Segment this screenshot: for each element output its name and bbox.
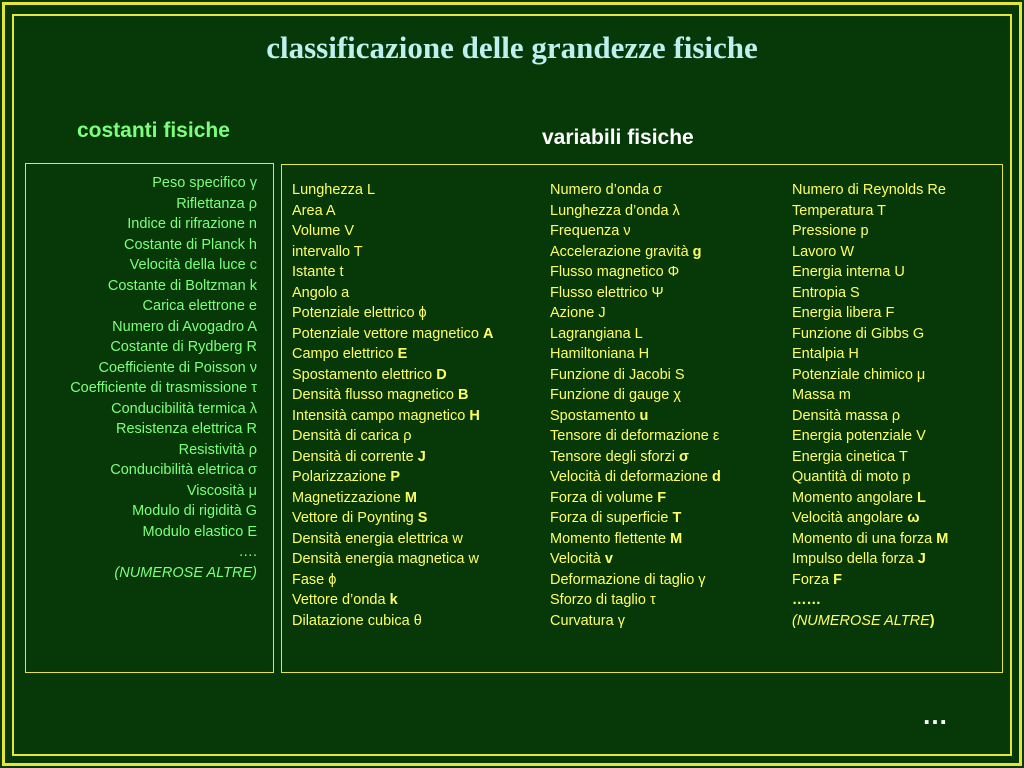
variable-item <box>550 385 721 406</box>
variable-item <box>792 488 948 509</box>
constant-item: Riflettanza ρ <box>176 195 257 212</box>
variable-symbol: σ <box>678 448 689 465</box>
constant-item: Numero di Avogadro A <box>112 318 257 335</box>
variable-item <box>550 324 721 345</box>
variable-item <box>292 590 494 611</box>
variable-label: Energia cinetica T <box>792 448 908 465</box>
slide-title: classificazione delle grandezze fisiche <box>266 30 758 65</box>
variable-item <box>550 426 721 447</box>
variable-item <box>792 242 948 263</box>
variable-item <box>550 488 721 509</box>
variable-item <box>792 180 948 201</box>
variable-symbol: …… <box>792 592 821 608</box>
variable-label: Vettore d’onda <box>292 592 390 608</box>
variable-item <box>792 570 948 591</box>
variable-label: (NUMEROSE ALTRE <box>792 612 930 629</box>
variables-box <box>281 164 1003 673</box>
variable-label: Temperatura T <box>792 202 887 219</box>
variable-label: Velocità <box>550 551 605 567</box>
variable-item <box>292 344 494 365</box>
variable-label: Dilatazione cubica θ <box>292 612 422 629</box>
variable-item <box>292 406 494 427</box>
variable-label: Forza di superficie <box>550 510 673 526</box>
variable-item <box>292 385 494 406</box>
variable-label: Momento di una forza <box>792 530 937 547</box>
constant-item: Coefficiente di Poisson ν <box>98 359 257 376</box>
variable-item <box>292 447 494 468</box>
variable-label: Impulso della forza <box>792 551 918 567</box>
variable-item <box>550 467 721 488</box>
variable-label: Densità energia elettrica w <box>292 530 463 547</box>
variable-item <box>292 242 494 263</box>
variable-label: Potenziale vettore magnetico <box>292 325 484 342</box>
variable-label: Funzione di Jacobi S <box>550 366 685 383</box>
variable-item <box>292 549 494 570</box>
variable-item <box>550 201 721 222</box>
variable-item <box>292 303 494 324</box>
variable-item <box>792 447 948 468</box>
variable-symbol: M <box>404 489 417 506</box>
variable-label: Densità flusso magnetico <box>292 387 459 403</box>
variable-symbol: A <box>483 325 494 342</box>
variable-item <box>792 262 948 283</box>
variable-item <box>550 262 721 283</box>
constant-item: Carica elettrone e <box>142 298 257 314</box>
variable-item <box>292 201 494 222</box>
variable-item <box>550 611 721 632</box>
variable-label: Funzione di gauge χ <box>550 387 681 403</box>
variable-item <box>792 549 948 570</box>
variable-item <box>792 221 948 242</box>
variables-column-2 <box>550 180 721 631</box>
variable-label: Spostamento elettrico <box>292 366 437 383</box>
variable-item <box>792 590 948 611</box>
variable-label: Quantità di moto p <box>792 469 911 485</box>
variable-item <box>550 303 721 324</box>
variable-symbol: F <box>657 489 667 506</box>
variable-symbol: L <box>916 489 926 506</box>
variable-label: Forza di volume <box>550 489 658 506</box>
variable-label: Entropia S <box>792 284 860 301</box>
variable-symbol: E <box>397 346 408 362</box>
variable-item <box>292 283 494 304</box>
variable-item <box>292 365 494 386</box>
variable-label: Momento flettente <box>550 530 671 547</box>
variable-label: Accelerazione gravità <box>550 243 693 260</box>
constants-heading: costanti fisiche <box>77 119 230 142</box>
variable-symbol: g <box>692 243 702 260</box>
constant-item: Modulo elastico E <box>142 523 257 540</box>
variable-item <box>292 488 494 509</box>
constant-item: Resistività ρ <box>178 441 257 458</box>
variable-label: Tensore di deformazione ε <box>550 428 720 444</box>
constant-item: Viscosità μ <box>186 482 257 499</box>
constant-item: Costante di Boltzman k <box>107 277 257 294</box>
constant-item: Coefficiente di trasmissione τ <box>70 380 257 396</box>
constant-item: Conducibilità termica λ <box>111 400 257 417</box>
variable-label: Velocità di deformazione <box>550 469 713 485</box>
variable-label: Intensità campo magnetico <box>292 407 470 424</box>
variable-item <box>292 508 494 529</box>
continue-ellipsis: … <box>922 700 948 730</box>
variable-label: Polarizzazione <box>292 469 391 485</box>
variable-label: Potenziale chimico μ <box>792 366 926 383</box>
variable-item <box>550 529 721 550</box>
variable-label: Campo elettrico <box>292 346 398 362</box>
variable-item <box>792 283 948 304</box>
variables-column-1 <box>292 180 494 631</box>
variable-symbol: F <box>833 571 842 588</box>
variable-label: Flusso elettrico Ψ <box>550 284 664 301</box>
variable-symbol: ) <box>929 612 935 629</box>
constant-item: Costante di Rydberg R <box>110 339 257 355</box>
variable-item <box>792 344 948 365</box>
variable-label: Deformazione di taglio γ <box>550 571 706 588</box>
variable-label: Azione J <box>550 305 606 321</box>
variable-item <box>550 590 721 611</box>
variable-label: Angolo a <box>292 284 350 301</box>
constants-list <box>70 173 257 583</box>
variable-label: Magnetizzazione <box>292 489 405 506</box>
variable-item <box>550 180 721 201</box>
variable-item <box>550 242 721 263</box>
variable-symbol: P <box>390 469 400 485</box>
variable-label: Funzione di Gibbs G <box>792 325 925 342</box>
variable-symbol: k <box>389 592 398 608</box>
variable-label: Volume V <box>292 223 355 239</box>
variable-label: Energia interna U <box>792 264 905 280</box>
variable-symbol: d <box>712 469 721 485</box>
variable-label: Velocità angolare <box>792 510 908 526</box>
variable-item <box>550 221 721 242</box>
variable-item <box>292 262 494 283</box>
variable-symbol: S <box>417 510 428 526</box>
variable-label: Fase ϕ <box>292 571 337 588</box>
variable-item <box>792 611 948 632</box>
variable-item <box>792 324 948 345</box>
constant-item: Resistenza elettrica R <box>115 421 257 437</box>
constant-item: Velocità della luce c <box>129 257 257 273</box>
variable-item <box>792 385 948 406</box>
variable-label: Lavoro W <box>792 243 855 260</box>
variable-label: Flusso magnetico Φ <box>550 264 680 280</box>
variable-item <box>292 467 494 488</box>
constant-item: Conducibilità eletrica σ <box>110 462 257 478</box>
variable-item <box>292 221 494 242</box>
variable-label: Densità massa ρ <box>792 407 901 424</box>
variable-symbol: M <box>936 530 949 547</box>
variable-item <box>550 549 721 570</box>
variable-item <box>292 611 494 632</box>
variable-item <box>550 283 721 304</box>
constants-box <box>25 163 274 673</box>
variables-column-3 <box>792 180 948 631</box>
variable-item <box>550 570 721 591</box>
variable-item <box>292 180 494 201</box>
constant-item: Modulo di rigidità G <box>132 503 257 519</box>
variable-symbol: v <box>604 551 613 567</box>
variable-symbol: u <box>639 407 649 424</box>
variable-item <box>292 324 494 345</box>
variable-symbol: B <box>458 387 469 403</box>
variable-label: Massa m <box>792 387 851 403</box>
constant-item: Costante di Planck h <box>124 236 257 253</box>
variable-label: Densità energia magnetica w <box>292 551 479 567</box>
variable-symbol: J <box>417 448 426 465</box>
variable-item <box>292 529 494 550</box>
variable-item <box>550 508 721 529</box>
variable-item <box>292 426 494 447</box>
variable-label: Lagrangiana L <box>550 325 643 342</box>
variable-item <box>792 406 948 427</box>
constant-item: Indice di rifrazione n <box>127 216 257 232</box>
variable-label: Forza <box>792 571 834 588</box>
variable-symbol: T <box>672 510 682 526</box>
variable-label: Vettore di Poynting <box>292 510 418 526</box>
variable-label: Numero d’onda σ <box>550 182 663 198</box>
variable-symbol: D <box>436 366 447 383</box>
variable-label: Entalpia H <box>792 346 859 362</box>
variable-label: Tensore degli sforzi <box>550 448 679 465</box>
variable-label: Energia potenziale V <box>792 428 926 444</box>
variable-symbol: J <box>917 551 926 567</box>
variable-label: intervallo T <box>292 243 363 260</box>
variable-label: Potenziale elettrico ϕ <box>292 305 427 321</box>
variable-label: Istante t <box>292 264 344 280</box>
variable-label: Curvatura γ <box>550 612 625 629</box>
variable-label: Momento angolare <box>792 489 917 506</box>
variable-label: Pressione p <box>792 223 869 239</box>
variable-label: Lunghezza d’onda λ <box>550 202 680 219</box>
variable-label: Hamiltoniana H <box>550 346 650 362</box>
variable-label: Densità di corrente <box>292 448 418 465</box>
variable-item <box>292 570 494 591</box>
variable-item <box>550 365 721 386</box>
variable-item <box>792 201 948 222</box>
variables-heading: variabili fisiche <box>542 126 694 149</box>
variable-label: Lunghezza L <box>292 182 376 198</box>
variable-label: Spostamento <box>550 407 640 424</box>
variable-item <box>792 467 948 488</box>
variable-item <box>792 303 948 324</box>
variable-symbol: ω <box>907 510 920 526</box>
variable-label: Sforzo di taglio τ <box>550 592 656 608</box>
constant-item: Peso specifico γ <box>152 175 257 191</box>
variable-item <box>550 344 721 365</box>
variable-label: Energia libera F <box>792 305 895 321</box>
variable-label: Area A <box>292 202 336 219</box>
variable-label: Numero di Reynolds Re <box>792 182 946 198</box>
variable-item <box>550 447 721 468</box>
variable-symbol: H <box>469 407 480 424</box>
variable-item <box>792 508 948 529</box>
variable-label: Densità di carica ρ <box>292 428 412 444</box>
variable-item <box>550 406 721 427</box>
variable-item <box>792 529 948 550</box>
variable-symbol: M <box>670 530 683 547</box>
constant-item: (NUMEROSE ALTRE) <box>114 564 257 581</box>
variable-label: Frequenza ν <box>550 223 631 239</box>
variable-item <box>792 426 948 447</box>
constant-item: …. <box>238 544 257 560</box>
variable-item <box>792 365 948 386</box>
